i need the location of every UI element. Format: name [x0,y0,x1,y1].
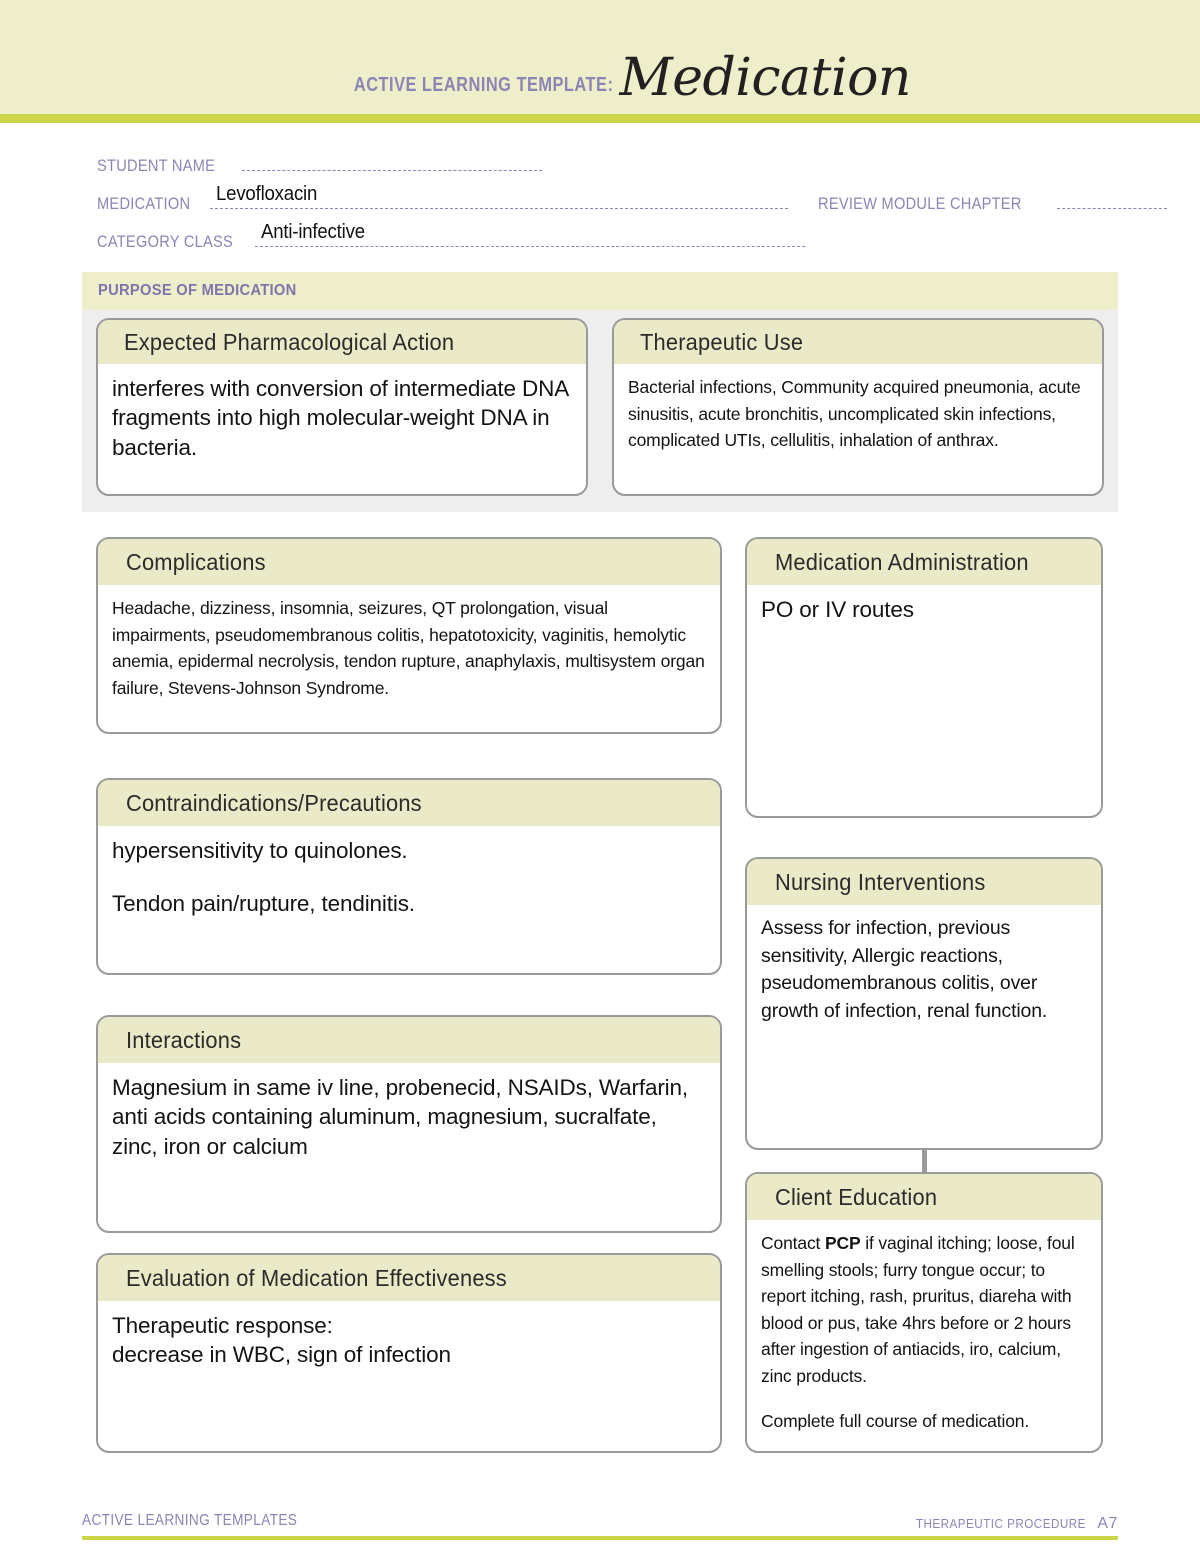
card-header [98,320,586,364]
connector-line [922,1148,927,1175]
card-title: Medication Administration [775,548,1029,575]
card-body [614,364,1102,454]
card-expected-pharmacological-action [96,318,588,496]
card-text: PO or IV routes [761,597,914,622]
card-text: Assess for infection, previous sensitivity, Allergic reactions, pseudomembranous colitis, over growth of infection, renal function. [761,917,1048,1023]
footer-brand: ACTIVE LEARNING TEMPLATES [82,1512,298,1529]
card-therapeutic-use [612,318,1104,496]
header [0,0,1200,114]
student-name-input[interactable] [242,155,542,171]
card-header [98,539,720,585]
category-class-value: Anti-infective [261,221,366,243]
card-text-2: Complete full course of medication. [761,1410,1030,1431]
card-complications [96,537,722,734]
card-title: Contraindications/Precautions [126,789,422,816]
review-module-chapter-input[interactable] [1057,193,1167,209]
card-text: interferes with conversion of intermediate DNA fragments into high molecular-weight DNA in bacteria. [112,376,568,460]
card-body [747,905,1101,1026]
card-title: Complications [126,548,266,575]
card-header [98,1017,720,1063]
card-text-1-emphasis: PCP [824,1233,861,1253]
form-row-medication [97,183,1102,231]
card-interactions [96,1015,722,1233]
card-title: Client Education [775,1183,938,1210]
header-accent-rule [0,114,1200,123]
card-header [614,320,1102,364]
footer-accent-rule [82,1536,1118,1540]
card-text: Magnesium in same iv line, probenecid, NSAIDs, Warfarin, anti acids containing aluminum, magnesium, sucralfate, zinc, iron or calcium [112,1075,688,1159]
card-title: Evaluation of Medication Effectiveness [126,1264,507,1291]
card-client-education [745,1172,1103,1453]
purpose-section-title: PURPOSE OF MEDICATION [98,282,297,299]
card-text-2: Tendon pain/rupture, tendinitis. [112,890,415,916]
card-text: Headache, dizziness, insomnia, seizures, QT prolongation, visual impairments, pseudomembranous colitis, hepatotoxicity, vaginitis, hemolytic anemia, epidermal necrolysis, tendon rupture, anaphylaxis, multisystem organ failure, Stevens-Johnson Syndrome. [112,598,705,698]
card-body [98,826,720,918]
card-header [747,1174,1101,1220]
medication-value: Levofloxacin [216,183,318,205]
footer-category: THERAPEUTIC PROCEDURE [915,1516,1086,1531]
card-text-1-post: if vaginal itching; loose, foul smelling stools; furry tongue occur; to report itching, rash, pruritus, diareha with blood or pus, take 4hrs before or 2 hours after ingestion of antiacids, iro, calcium, zinc products. [761,1233,1075,1386]
student-name-label: STUDENT NAME [97,156,216,175]
medication-label: MEDICATION [97,194,191,213]
card-header [98,1255,720,1301]
header-eyebrow: ACTIVE LEARNING TEMPLATE: [353,73,614,96]
card-contraindications-precautions [96,778,722,975]
card-evaluation-of-medication-effectiveness [96,1253,722,1453]
card-text-1-pre: Contact [761,1233,825,1253]
card-text-2: decrease in WBC, sign of infection [112,1342,451,1368]
card-body [98,364,586,462]
card-text-1: Therapeutic response: [112,1313,333,1338]
card-body [98,1063,720,1161]
card-nursing-interventions [745,857,1103,1150]
card-text-1 [761,1230,1087,1390]
card-header [747,859,1101,905]
card-title: Nursing Interventions [775,868,986,895]
card-medication-administration [745,537,1103,818]
page-title: Medication [619,48,911,108]
card-text: Bacterial infections, Community acquired pneumonia, acute sinusitis, acute bronchitis, uncomplicated skin infections, complicated UTIs, cellulitis, inhalation of anthrax. [628,377,1081,451]
card-body [98,1301,720,1370]
card-title: Therapeutic Use [640,328,804,355]
footer-page-number: A7 [1097,1515,1118,1532]
card-header [747,539,1101,585]
card-body [747,1220,1101,1435]
form-fields [97,155,1102,269]
review-module-chapter-label: REVIEW MODULE CHAPTER [818,194,1023,213]
form-row-category-class [97,221,1102,269]
card-text-1: hypersensitivity to quinolones. [112,838,408,863]
card-header [98,780,720,826]
medication-input[interactable] [210,183,788,209]
footer-meta [897,1515,1119,1533]
card-title: Expected Pharmacological Action [124,328,455,355]
category-class-input[interactable] [255,221,805,247]
card-body [747,585,1101,624]
card-title: Interactions [126,1026,242,1053]
category-class-label: CATEGORY CLASS [97,232,234,251]
card-body [98,585,720,701]
